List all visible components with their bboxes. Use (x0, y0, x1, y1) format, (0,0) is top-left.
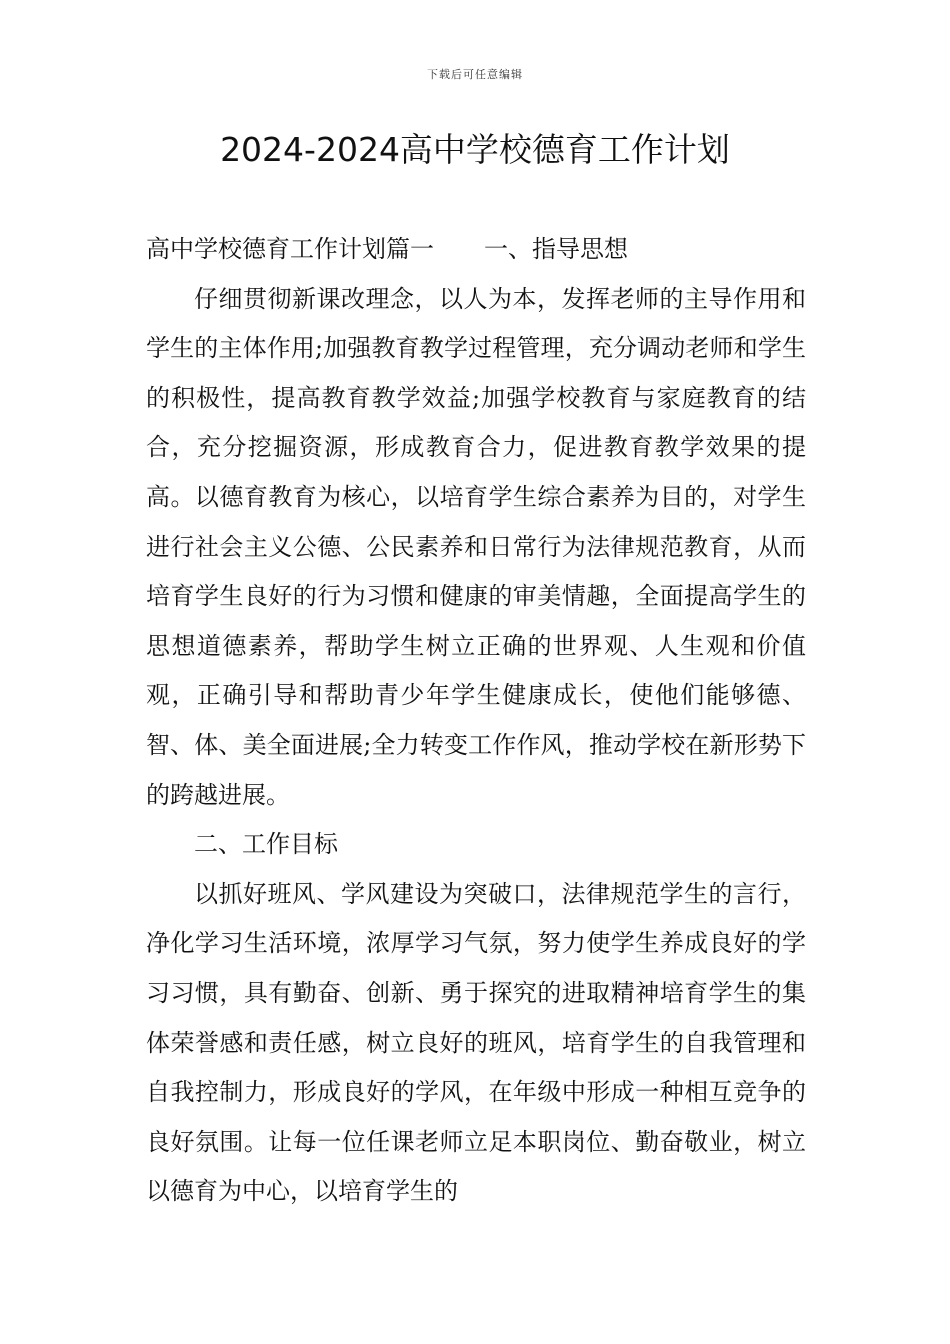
header-note: 下载后可任意编辑 (427, 68, 523, 81)
document-body (146, 225, 806, 1217)
part-label: 高中学校德育工作计划篇一 (146, 235, 434, 263)
section-heading-1: 一、指导思想 (484, 235, 628, 263)
section-heading-2: 二、工作目标 (194, 830, 338, 859)
paragraph-1: 仔细贯彻新课改理念，以人为本，发挥老师的主导作用和学生的主体作用;加强教育教学过程管理，充分调动老师和学生的积极性，提高教育教学效益;加强学校教育与家庭教育的结合，充分挖掘资源，形成教育合力，促进教育教学效果的提高。以德育教育为核心，以培育学生综合素养为目的，对学生进行社会主义公德、公民素养和日常行为法律规范教育，从而培育学生良好的行为习惯和健康的审美情趣，全面提高学生的思想道德素养，帮助学生树立正确的世界观、人生观和价值观，正确引导和帮助青少年学生健康成长，使他们能够德、智、体、美全面进展;全力转变工作作风，推动学校在新形势下的跨越进展。 (146, 284, 806, 809)
intro-line (146, 225, 806, 275)
document-title: 2024-2024高中学校德育工作计划 (220, 130, 730, 169)
paragraph-2: 以抓好班风、学风建设为突破口，法律规范学生的言行，净化学习生活环境，浓厚学习气氛，努力使学生养成良好的学习习惯，具有勤奋、创新、勇于探究的进取精神培育学生的集体荣誉感和责任感，树立良好的班风，培育学生的自我管理和自我控制力，形成良好的学风，在年级中形成一种相互竞争的良好氛围。让每一位任课老师立足本职岗位、勤奋敬业，树立以德育为中心，以培育学生的 (146, 879, 806, 1206)
